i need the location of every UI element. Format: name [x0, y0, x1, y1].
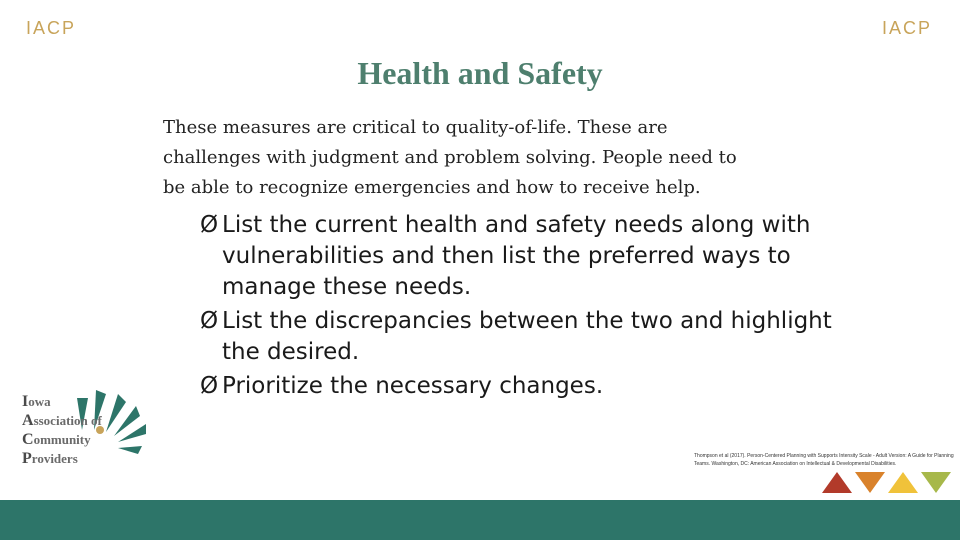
footer-bar [0, 500, 960, 540]
logo-line: Providers [22, 450, 78, 467]
arrow-bullet-icon: Ø [200, 308, 219, 334]
triangle-yellow [888, 472, 918, 493]
brand-right: IACP [881, 18, 932, 38]
bullet-text: List the discrepancies between the two and highlight the desired. [222, 308, 832, 365]
logo-line: Community [22, 431, 91, 448]
citation: Thompson et al (2017). Person-Centered Planning with Supports Intensity Scale - Adult Version: A Guide for Planning Teams. Washington, DC: American Association on Intellectual & Developmental Disabilities. [694, 453, 954, 467]
bullet-list [200, 210, 840, 405]
iacp-logo [22, 380, 152, 470]
slide-title: Health and Safety [357, 55, 603, 91]
triangle-decoration [820, 470, 955, 495]
logo-wordmark [22, 392, 102, 468]
arrow-bullet-icon: Ø [200, 373, 219, 399]
triangle-orange [855, 472, 885, 493]
bullet-item [200, 306, 840, 368]
bullet-item [200, 371, 840, 402]
bullet-text: List the current health and safety needs along with vulnerabilities and then list the preferred ways to manage these needs. [222, 212, 811, 300]
logo-line: Association of [22, 412, 102, 429]
arrow-bullet-icon: Ø [200, 212, 219, 238]
logo-line: Iowa [22, 393, 51, 410]
bullet-text: Prioritize the necessary changes. [222, 373, 604, 399]
brand-left: IACP [26, 18, 77, 38]
triangle-red [822, 472, 852, 493]
triangle-green [921, 472, 951, 493]
bullet-item [200, 210, 840, 303]
intro-paragraph: These measures are critical to quality-of-life. These are challenges with judgment and problem solving. People need to be able to recognize emergencies and how to receive help. [163, 117, 737, 198]
